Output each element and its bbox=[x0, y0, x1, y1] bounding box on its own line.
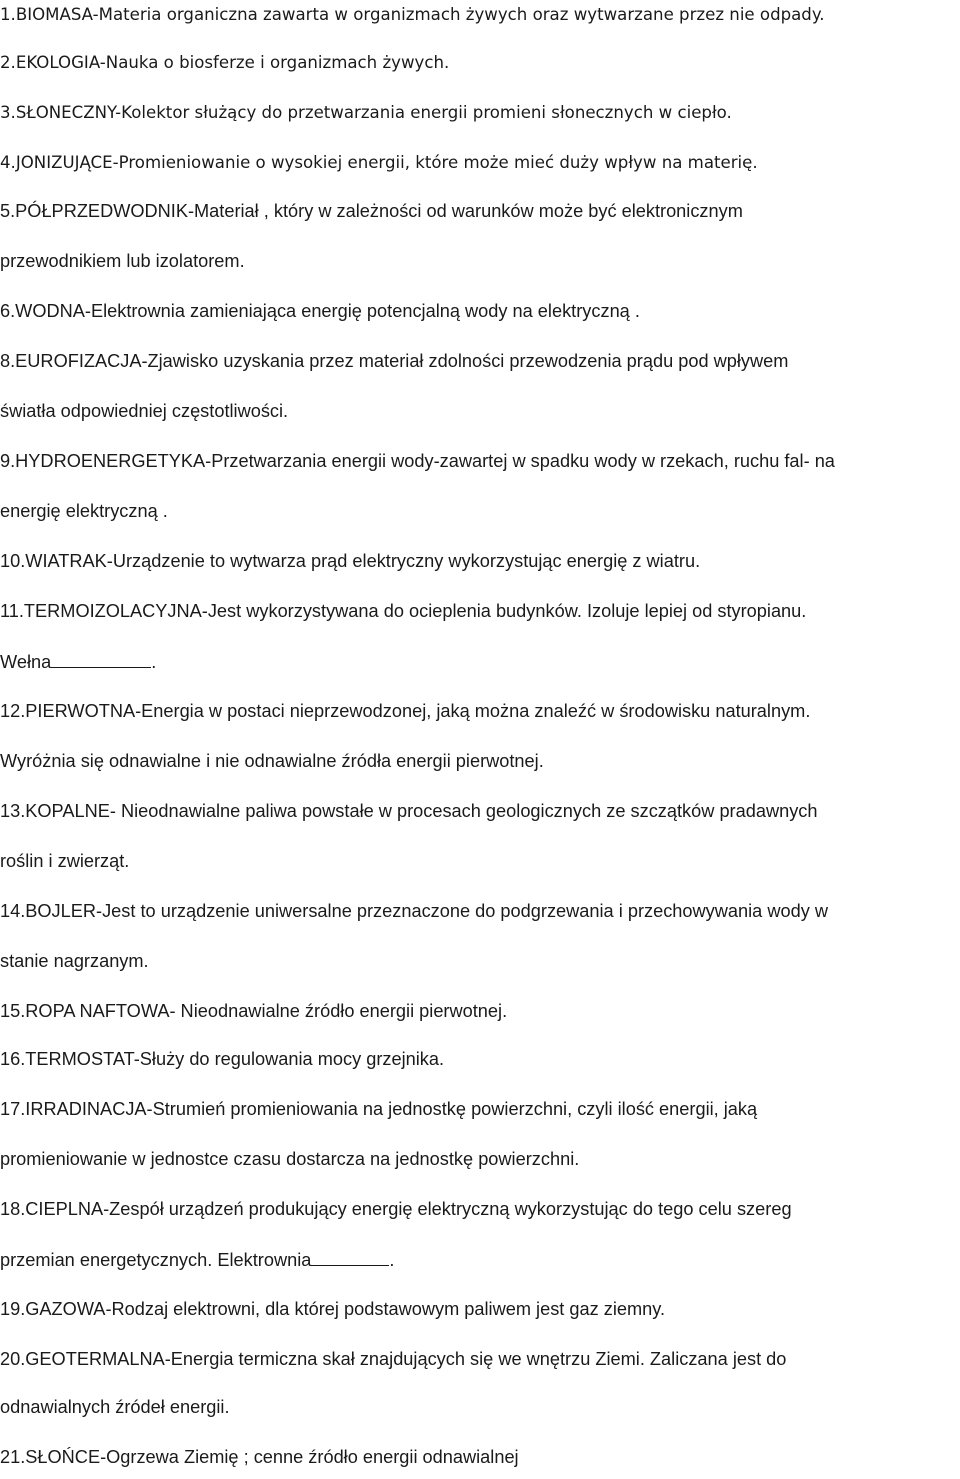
definition-text: 16.TERMOSTAT-Służy do regulowania mocy grzejnika. bbox=[0, 1049, 445, 1069]
definition-text: 11.TERMOIZOLACYJNA-Jest wykorzystywana do ocieplenia budynków. Izoluje lepiej od styropianu. bbox=[0, 601, 807, 621]
definition-text: przemian energetycznych. Elektrownia bbox=[0, 1250, 312, 1270]
definition-9-line-1 bbox=[0, 549, 700, 573]
definition-text: 1.BIOMASA-Materia organiczna zawarta w organizmach żywych oraz wytwarzane przez nie odpady. bbox=[0, 5, 825, 24]
definition-text: 21.SŁOŃCE-Ogrzewa Ziemię ; cenne źródło energii odnawialnej bbox=[0, 1447, 519, 1467]
definition-2-line-1 bbox=[0, 51, 449, 75]
definition-text: 19.GAZOWA-Rodzaj elektrowni, dla której podstawowym paliwem jest gaz ziemny. bbox=[0, 1299, 666, 1319]
definition-13-line-2 bbox=[0, 949, 149, 973]
definition-text: stanie nagrzanym. bbox=[0, 951, 149, 971]
definition-12-line-2 bbox=[0, 849, 129, 873]
definition-text: 14.BOJLER-Jest to urządzenie uniwersalne przeznaczone do podgrzewania i przechowywania wody w bbox=[0, 901, 828, 921]
fill-in-blank[interactable] bbox=[311, 1247, 389, 1266]
definition-text: 18.CIEPLNA-Zespół urządzeń produkujący energię elektryczną wykorzystując do tego celu szereg bbox=[0, 1199, 792, 1219]
definition-5-line-2 bbox=[0, 249, 245, 273]
definition-11-line-2 bbox=[0, 749, 544, 773]
definition-4-line-1 bbox=[0, 151, 758, 175]
definition-17-line-1 bbox=[0, 1197, 792, 1221]
definition-1-line-1 bbox=[0, 3, 825, 27]
definition-3-line-1 bbox=[0, 101, 732, 125]
definition-text: 17.IRRADINACJA-Strumień promieniowania na jednostkę powierzchni, czyli ilość energii, jaką bbox=[0, 1099, 758, 1119]
definition-18-line-1 bbox=[0, 1297, 665, 1321]
definition-16-line-2 bbox=[0, 1147, 579, 1171]
definition-6-line-1 bbox=[0, 299, 640, 323]
definition-text: 15.ROPA NAFTOWA- Nieodnawialne źródło energii pierwotnej. bbox=[0, 1001, 508, 1021]
definition-8-line-2 bbox=[0, 499, 168, 523]
definition-text: promieniowanie w jednostce czasu dostarcza na jednostkę powierzchni. bbox=[0, 1149, 580, 1169]
definition-text: 4.JONIZUJĄCE-Promieniowanie o wysokiej energii, które może mieć duży wpływ na materię. bbox=[0, 153, 758, 172]
definition-12-line-1 bbox=[0, 799, 818, 823]
definition-19-line-2 bbox=[0, 1395, 230, 1419]
definition-16-line-1 bbox=[0, 1097, 757, 1121]
definition-text: 20.GEOTERMALNA-Energia termiczna skał znajdujących się we wnętrzu Ziemi. Zaliczana jest do bbox=[0, 1349, 787, 1369]
definition-text: energię elektryczną . bbox=[0, 501, 168, 521]
definition-text: Wyróżnia się odnawialne i nie odnawialne źródła energii pierwotnej. bbox=[0, 751, 544, 771]
definition-text: 6.WODNA-Elektrownia zamieniająca energię potencjalną wody na elektryczną . bbox=[0, 301, 640, 321]
definition-8-line-1 bbox=[0, 449, 835, 473]
definition-text: 10.WIATRAK-Urządzenie to wytwarza prąd elektryczny wykorzystując energię z wiatru. bbox=[0, 551, 701, 571]
definition-text: roślin i zwierząt. bbox=[0, 851, 130, 871]
definition-text: 13.KOPALNE- Nieodnawialne paliwa powstałe w procesach geologicznych ze szczątków pradawnych bbox=[0, 801, 818, 821]
definition-15-line-1 bbox=[0, 1047, 444, 1071]
definition-text: 5.PÓŁPRZEDWODNIK-Materiał , który w zależności od warunków może być elektronicznym bbox=[0, 201, 743, 221]
definition-text: 2.EKOLOGIA-Nauka o biosferze i organizmach żywych. bbox=[0, 53, 450, 72]
definition-text: 3.SŁONECZNY-Kolektor służący do przetwarzania energii promieni słonecznych w ciepło. bbox=[0, 103, 732, 122]
definition-19-line-1 bbox=[0, 1347, 786, 1371]
definition-10-line-1 bbox=[0, 599, 806, 623]
definition-20-line-1 bbox=[0, 1445, 519, 1469]
definition-text: 8.EUROFIZACJA-Zjawisko uzyskania przez materiał zdolności przewodzenia prądu pod wpływem bbox=[0, 351, 789, 371]
definition-14-line-1 bbox=[0, 999, 507, 1023]
definition-text-suffix: . bbox=[151, 652, 157, 672]
definition-text: 9.HYDROENERGETYKA-Przetwarzania energii wody-zawartej w spadku wody w rzekach, ruchu fal- na bbox=[0, 451, 835, 471]
fill-in-blank[interactable] bbox=[51, 649, 151, 668]
definition-text: Wełna bbox=[0, 652, 52, 672]
definition-17-line-2 bbox=[0, 1247, 394, 1271]
definition-10-line-2 bbox=[0, 649, 156, 673]
definition-text: 12.PIERWOTNA-Energia w postaci nieprzewodzonej, jaką można znaleźć w środowisku naturalnym. bbox=[0, 701, 811, 721]
definition-13-line-1 bbox=[0, 899, 828, 923]
definition-text: odnawialnych źródeł energii. bbox=[0, 1397, 230, 1417]
definition-7-line-1 bbox=[0, 349, 788, 373]
definition-11-line-1 bbox=[0, 699, 810, 723]
definition-text-suffix: . bbox=[389, 1250, 395, 1270]
definition-5-line-1 bbox=[0, 199, 743, 223]
definition-text: przewodnikiem lub izolatorem. bbox=[0, 251, 245, 271]
definition-7-line-2 bbox=[0, 399, 288, 423]
definition-text: światła odpowiedniej częstotliwości. bbox=[0, 401, 289, 421]
